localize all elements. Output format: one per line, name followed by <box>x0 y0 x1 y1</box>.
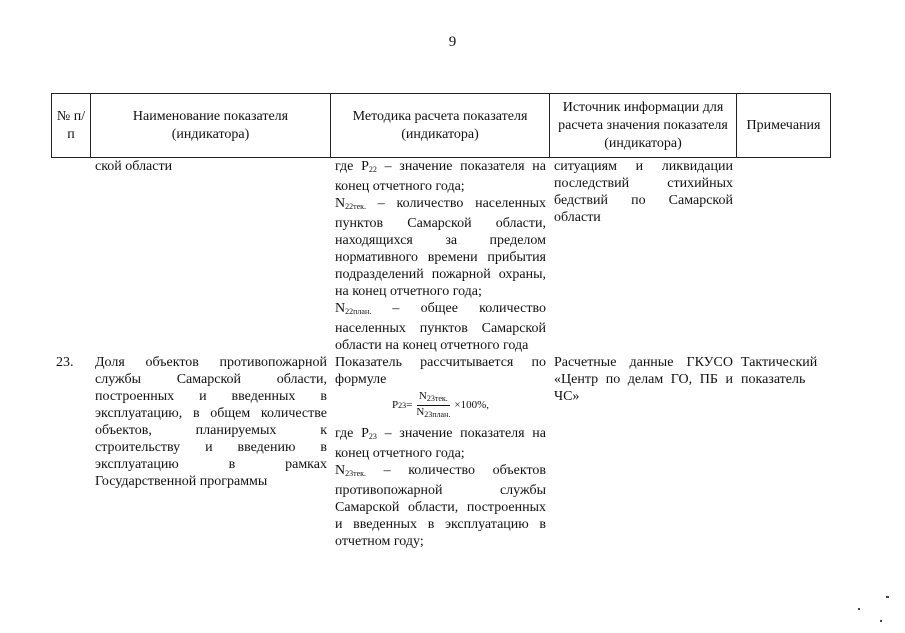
method-paragraph: $N_{23тек.}$ – количество объектов противопожарной службы Самарской области, построенных и введенных в эксплуатацию в отчетном году; <box>335 463 546 549</box>
indicator-name-cell: ской области <box>95 159 173 174</box>
method-paragraph: где $Р_{23}$ – значение показателя на конец отчетного года; <box>335 426 546 461</box>
method-cell <box>331 354 550 550</box>
indicator-table <box>51 93 831 550</box>
scan-speck <box>886 596 889 598</box>
scan-speck <box>880 620 882 622</box>
table-row <box>52 354 831 550</box>
source-cell: ситуациям и ликвидации последствий стихийных бедствий по Самарской области <box>554 159 733 225</box>
note-cell: Тактический показатель <box>741 355 818 387</box>
source-cell: Расчетные данные ГКУСО «Центр по делам ГО, ПБ и ЧС» <box>554 355 733 404</box>
table-row <box>52 158 831 355</box>
page-number: 9 <box>448 34 457 50</box>
method-paragraph: $N_{22план.}$ – общее количество населенных пунктов Самарской области на конец отчетного года <box>335 301 546 353</box>
header-source: Источник информации для расчета значения показателя (индикатора) <box>550 94 737 158</box>
table-header-row <box>52 94 831 158</box>
note-cell <box>737 158 831 355</box>
header-name: Наименование показателя (индикатора) <box>91 94 331 158</box>
formula: P 23 = $\frac{N_{23тек.}}{N_{23план.}}$ ×100%, <box>391 390 490 419</box>
formula-fraction: $\frac{N_{23тек.}}{N_{23план.}}$ <box>416 390 451 419</box>
method-cell <box>331 158 550 355</box>
header-note: Примечания <box>737 94 831 158</box>
row-number-cell: 23. <box>56 355 74 370</box>
method-intro: Показатель рассчитывается по формуле <box>335 355 546 387</box>
scan-speck <box>858 608 860 610</box>
header-method: Методика расчета показателя (индикатора) <box>331 94 550 158</box>
method-paragraph: где $Р_{22}$ – значение показателя на конец отчетного года; <box>335 159 546 194</box>
row-number-cell <box>52 158 91 355</box>
indicator-name-cell: Доля объектов противопожарной службы Самарской области, построенных и введенных в эксплуатацию, в общем количестве объектов, планируемых к строительству и введению в эксплуатацию в рамках Государственной программы <box>95 355 327 489</box>
header-number: № п/п <box>52 94 91 158</box>
method-paragraph: $N_{22тек.}$ – количество населенных пунктов Самарской области, находящихся за пределом нормативного времени прибытия подразделений пожарной охраны, на конец отчетного года; <box>335 196 546 299</box>
